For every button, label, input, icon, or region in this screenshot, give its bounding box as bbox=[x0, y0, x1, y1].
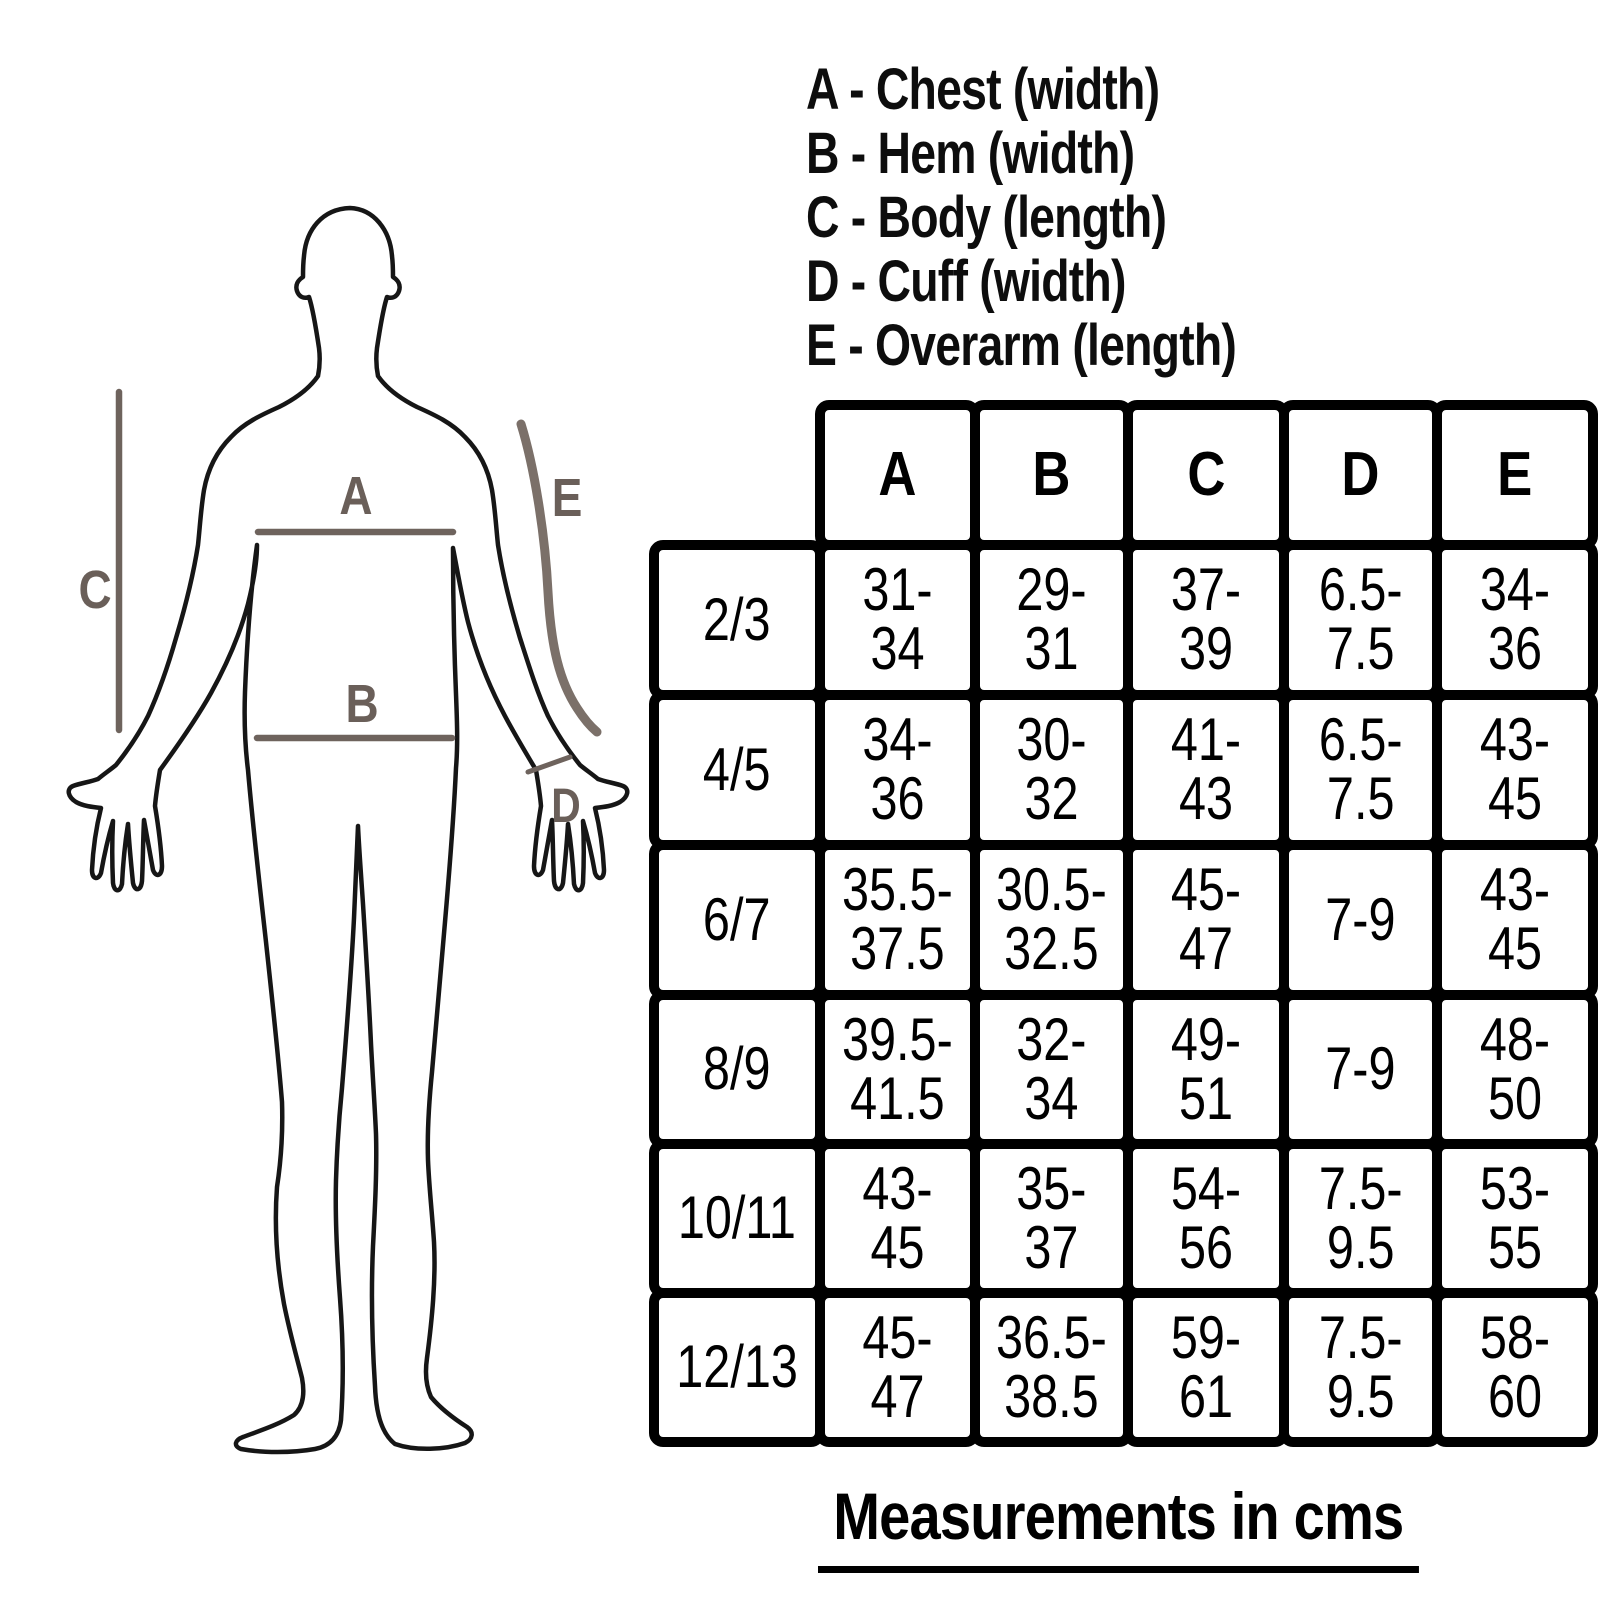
column-header-c: C bbox=[1123, 400, 1289, 550]
column-header-e: E bbox=[1432, 400, 1598, 550]
body-outline bbox=[69, 208, 628, 1452]
cell-2-3-d: 6.5- 7.5 bbox=[1279, 540, 1442, 700]
column-header-b: B bbox=[970, 400, 1133, 550]
cell-8-9-d: 7-9 bbox=[1279, 990, 1442, 1149]
cell-8-9-e: 48-50 bbox=[1432, 990, 1598, 1149]
cell-12-13-c: 59-61 bbox=[1123, 1288, 1289, 1447]
cell-6-7-b: 30.5- 32.5 bbox=[970, 840, 1133, 1000]
legend-item-body: C - Body (length) bbox=[806, 185, 1167, 250]
table-corner-spacer bbox=[659, 410, 825, 550]
size-table bbox=[659, 410, 1598, 1447]
row-label-8-9: 8/9 bbox=[649, 990, 825, 1149]
legend-item-cuff: D - Cuff (width) bbox=[806, 249, 1126, 314]
cell-4-5-c: 41-43 bbox=[1123, 690, 1289, 850]
cell-12-13-e: 58-60 bbox=[1432, 1288, 1598, 1447]
column-header-d: D bbox=[1279, 400, 1442, 550]
cell-10-11-b: 35- 37 bbox=[970, 1139, 1133, 1298]
cell-2-3-c: 37-39 bbox=[1123, 540, 1289, 700]
cell-4-5-b: 30-32 bbox=[970, 690, 1133, 850]
label-e: E bbox=[551, 467, 583, 528]
cell-6-7-a: 35.5- 37.5 bbox=[815, 840, 980, 1000]
row-label-12-13: 12/13 bbox=[649, 1288, 825, 1447]
row-label-4-5: 4/5 bbox=[649, 690, 825, 850]
row-label-2-3: 2/3 bbox=[649, 540, 825, 700]
column-header-a: A bbox=[815, 400, 980, 550]
row-label-10-11: 10/11 bbox=[649, 1139, 825, 1298]
cell-10-11-c: 54-56 bbox=[1123, 1139, 1289, 1298]
cell-10-11-e: 53-55 bbox=[1432, 1139, 1598, 1298]
label-a: A bbox=[339, 465, 373, 526]
cell-4-5-a: 34-36 bbox=[815, 690, 980, 850]
cell-8-9-a: 39.5- 41.5 bbox=[815, 990, 980, 1149]
legend-item-chest: A - Chest (width) bbox=[806, 57, 1160, 122]
label-d: D bbox=[551, 779, 581, 833]
body-diagram bbox=[0, 0, 648, 1600]
cell-6-7-c: 45-47 bbox=[1123, 840, 1289, 1000]
cell-4-5-e: 43-45 bbox=[1432, 690, 1598, 850]
cell-8-9-c: 49-51 bbox=[1123, 990, 1289, 1149]
cell-10-11-d: 7.5- 9.5 bbox=[1279, 1139, 1442, 1298]
cell-2-3-a: 31-34 bbox=[815, 540, 980, 700]
cell-2-3-b: 29-31 bbox=[970, 540, 1133, 700]
cell-4-5-d: 6.5- 7.5 bbox=[1279, 690, 1442, 850]
cell-12-13-a: 45-47 bbox=[815, 1288, 980, 1447]
cell-6-7-e: 43-45 bbox=[1432, 840, 1598, 1000]
label-b: B bbox=[345, 673, 379, 734]
cell-6-7-d: 7-9 bbox=[1279, 840, 1442, 1000]
measurement-legend bbox=[806, 58, 1344, 378]
cell-12-13-d: 7.5- 9.5 bbox=[1279, 1288, 1442, 1447]
label-c: C bbox=[78, 559, 112, 620]
legend-item-overarm: E - Overarm (length) bbox=[806, 313, 1237, 378]
row-label-6-7: 6/7 bbox=[649, 840, 825, 1000]
legend-item-hem: B - Hem (width) bbox=[806, 121, 1135, 186]
measurements-note: Measurements in cms bbox=[649, 1478, 1588, 1573]
cell-12-13-b: 36.5- 38.5 bbox=[970, 1288, 1133, 1447]
cell-10-11-a: 43-45 bbox=[815, 1139, 980, 1298]
cell-8-9-b: 32- 34 bbox=[970, 990, 1133, 1149]
cell-2-3-e: 34-36 bbox=[1432, 540, 1598, 700]
